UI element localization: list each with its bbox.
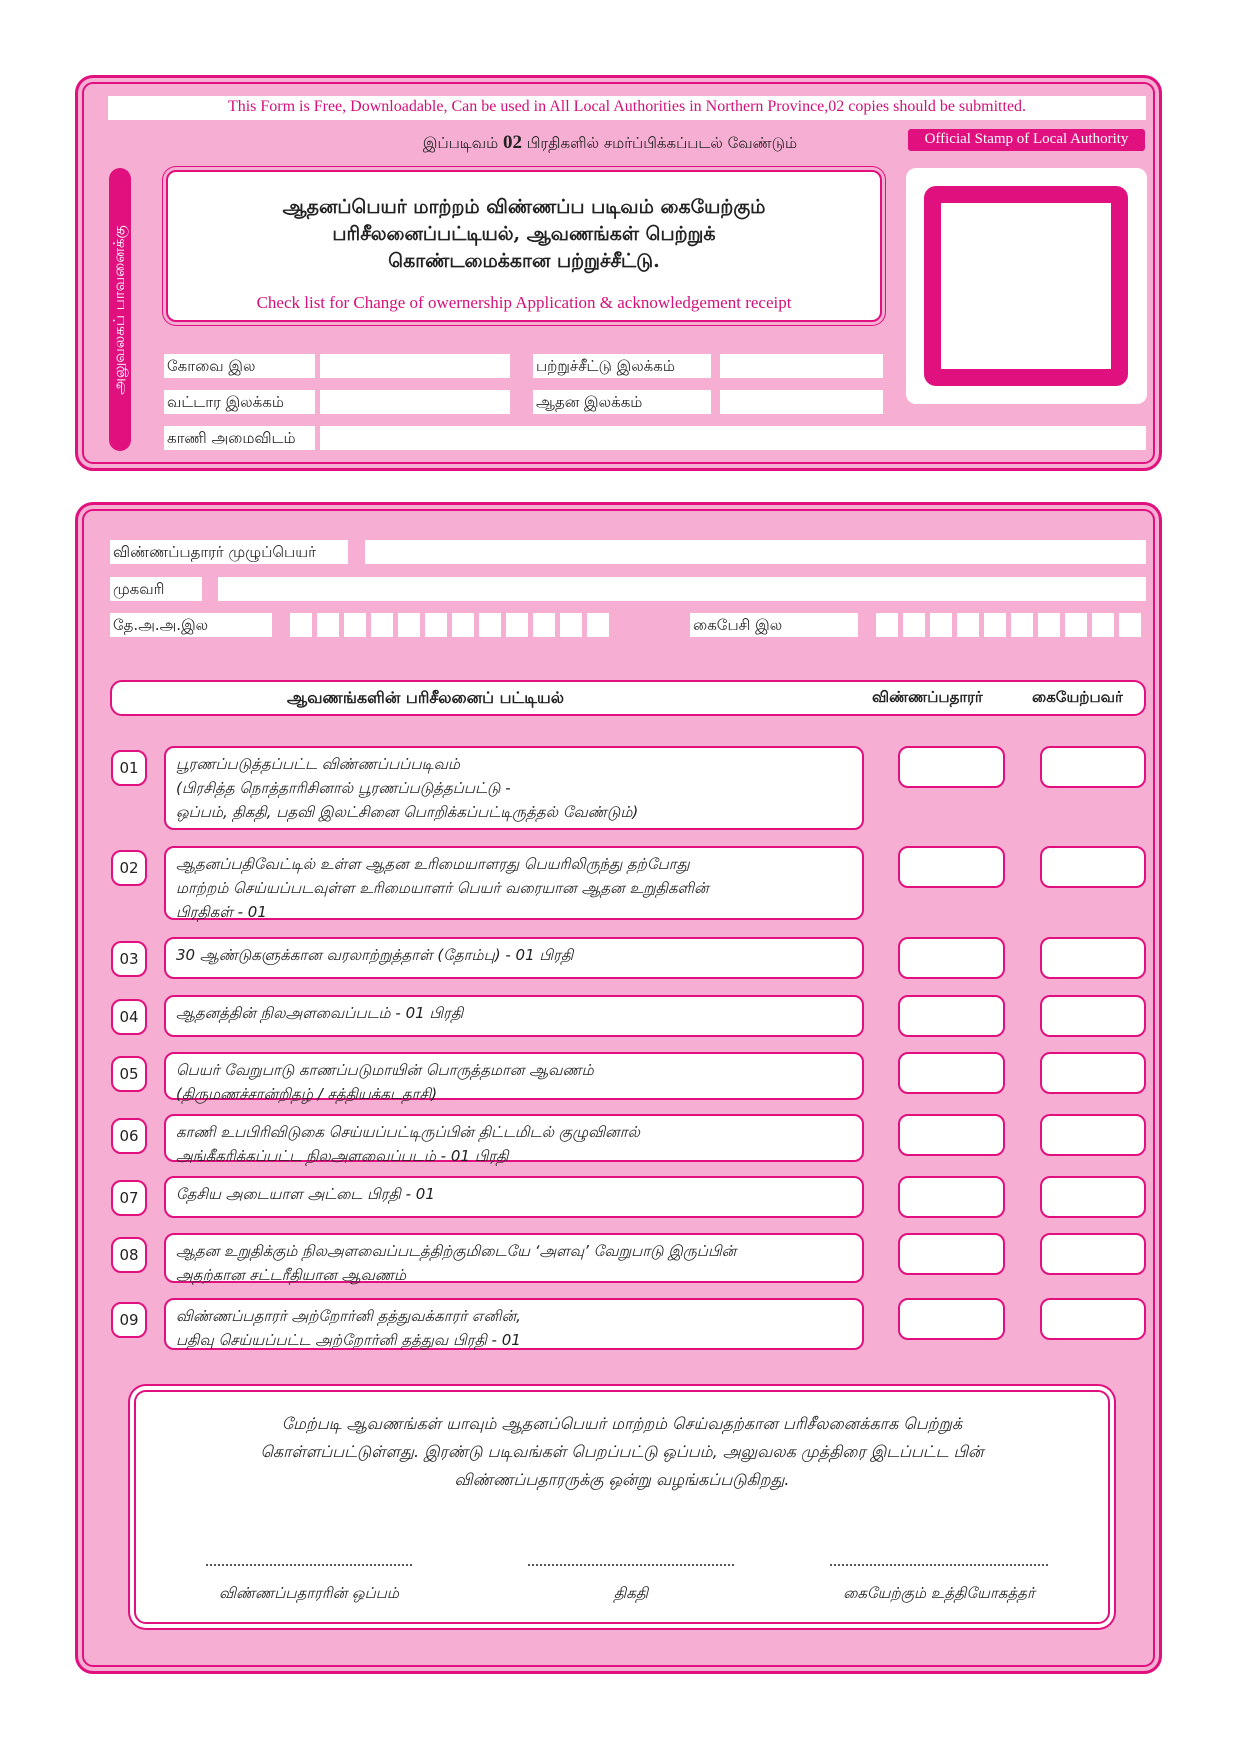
applicant-check-box[interactable]	[898, 995, 1005, 1037]
applicant-check-box[interactable]	[898, 937, 1005, 979]
nic-label: தே.அ.அ.இல	[110, 613, 272, 637]
digit-cell[interactable]	[1119, 613, 1141, 637]
receiver-check-box[interactable]	[1040, 995, 1146, 1037]
acknowledgement-text	[136, 1410, 1108, 1494]
title-tamil	[168, 194, 880, 275]
receiver-check-box[interactable]	[1040, 1114, 1146, 1156]
title-english: Check list for Change of owernership Application & acknowledgement receipt	[256, 293, 792, 312]
assessment-no-field[interactable]	[720, 390, 883, 414]
applicant-signature-line[interactable]	[206, 1564, 412, 1566]
checklist-heading: ஆவணங்களின் பரிசீலனைப் பட்டியல்	[287, 688, 564, 707]
applicant-check-box[interactable]	[898, 1114, 1005, 1156]
applicant-signature-label: விண்ணப்பதாரரின் ஒப்பம்	[219, 1584, 399, 1602]
item-number: 04	[111, 999, 147, 1035]
digit-cell[interactable]	[452, 613, 474, 637]
digit-cell[interactable]	[479, 613, 501, 637]
receipt-no-label: பற்றுச்சீட்டு இலக்கம்	[533, 354, 711, 378]
title-tamil-line-1: ஆதனப்பெயர் மாற்றம் விண்ணப்ப படிவம் கையேற்கும்	[282, 196, 766, 218]
copies-pre: இப்படிவம்	[422, 134, 499, 152]
applicant-check-box[interactable]	[898, 746, 1005, 788]
digit-cell[interactable]	[506, 613, 528, 637]
file-no-label: கோவை இல	[164, 354, 315, 378]
copies-instruction	[360, 132, 860, 158]
receiver-check-box[interactable]	[1040, 1176, 1146, 1218]
office-use-tab	[109, 168, 131, 451]
date-label: திகதி	[613, 1584, 649, 1602]
item-description: ஆதனத்தின் நிலஅளவைப்படம் - 01 பிரதி	[164, 995, 864, 1037]
receiver-check-box[interactable]	[1040, 1298, 1146, 1340]
applicant-check-box[interactable]	[898, 1176, 1005, 1218]
copies-number: 02	[502, 132, 522, 153]
digit-cell[interactable]	[587, 613, 609, 637]
receiver-check-box[interactable]	[1040, 1052, 1146, 1094]
digit-cell[interactable]	[371, 613, 393, 637]
applicant-check-box[interactable]	[898, 846, 1005, 888]
item-description: பெயர் வேறுபாடு காணப்படுமாயின் பொருத்தமான ஆவணம் (திருமணச்சான்றிதழ் / சத்தியக்கடதாசி)	[164, 1052, 864, 1100]
item-number: 08	[111, 1237, 147, 1273]
title-tamil-line-3: கொண்டமைக்கான பற்றுச்சீட்டு.	[388, 250, 660, 272]
land-location-label: காணி அமைவிடம்	[164, 426, 315, 450]
applicant-check-box[interactable]	[898, 1233, 1005, 1275]
digit-cell[interactable]	[1038, 613, 1060, 637]
digit-cell[interactable]	[425, 613, 447, 637]
address-field[interactable]	[218, 577, 1146, 601]
applicant-check-box[interactable]	[898, 1052, 1005, 1094]
receiver-check-box[interactable]	[1040, 937, 1146, 979]
ward-no-label: வட்டார இலக்கம்	[164, 390, 315, 414]
receiver-check-box[interactable]	[1040, 1233, 1146, 1275]
column-applicant: விண்ணப்பதாரர்	[872, 688, 983, 706]
full-name-label: விண்ணப்பதாரர் முழுப்பெயர்	[110, 540, 348, 564]
officer-signature-line[interactable]	[830, 1564, 1048, 1566]
receiver-check-box[interactable]	[1040, 746, 1146, 788]
item-number: 01	[111, 750, 147, 786]
stamp-label: Official Stamp of Local Authority	[908, 129, 1145, 151]
digit-cell[interactable]	[533, 613, 555, 637]
digit-cell[interactable]	[398, 613, 420, 637]
copies-post: பிரதிகளில் சமர்ப்பிக்கப்படல் வேண்டும்	[526, 134, 798, 152]
applicant-check-box[interactable]	[898, 1298, 1005, 1340]
digit-cell[interactable]	[984, 613, 1006, 637]
digit-cell[interactable]	[1092, 613, 1114, 637]
item-description: ஆதன உறுதிக்கும் நிலஅளவைப்படத்திற்குமிடையே ‘அளவு’ வேறுபாடு இருப்பின் அதற்கான சட்டரீதியான ஆவணம்	[164, 1233, 864, 1283]
notice-banner: This Form is Free, Downloadable, Can be used in All Local Authorities in Northern Province,02 copies should be submitted.	[108, 96, 1146, 120]
land-location-field[interactable]	[320, 426, 1146, 450]
acknowledgement-box	[134, 1390, 1110, 1624]
digit-cell[interactable]	[930, 613, 952, 637]
assessment-no-label: ஆதன இலக்கம்	[533, 390, 711, 414]
digit-cell[interactable]	[560, 613, 582, 637]
item-number: 02	[111, 850, 147, 886]
officer-signature-label: கையேற்கும் உத்தியோகத்தர்	[843, 1584, 1035, 1602]
column-receiver: கையேற்பவர்	[1032, 688, 1123, 706]
item-description: ஆதனப்பதிவேட்டில் உள்ள ஆதன உரிமையாளரது பெயரிலிருந்து தற்போது மாற்றம் செய்யப்படவுள்ள உரிமையாளர் பெயர் வரையான ஆதன உறுதிகளின் பிரதிகள் - 01	[164, 846, 864, 920]
title-tamil-line-2: பரிசீலனைப்பட்டியல், ஆவணங்கள் பெற்றுக்	[332, 223, 716, 245]
full-name-field[interactable]	[365, 540, 1146, 564]
item-number: 03	[111, 941, 147, 977]
date-line[interactable]	[528, 1564, 734, 1566]
digit-cell[interactable]	[344, 613, 366, 637]
checklist-header	[110, 680, 1146, 716]
digit-cell[interactable]	[876, 613, 898, 637]
digit-cell[interactable]	[1065, 613, 1087, 637]
ward-no-field[interactable]	[320, 390, 510, 414]
digit-cell[interactable]	[317, 613, 339, 637]
nic-digit-cells	[290, 613, 610, 637]
item-description: பூரணப்படுத்தப்பட்ட விண்ணப்பப்படிவம் (பிரசித்த நொத்தாரிசினால் பூரணப்படுத்தப்பட்டு - ஒப்பம், திகதி, பதவி இலட்சினை பொறிக்கப்பட்டிருத்தல் வேண்டும்)	[164, 746, 864, 830]
address-label: முகவரி	[110, 577, 202, 601]
item-description: விண்ணப்பதாரர் அற்றோர்னி தத்துவக்காரர் எனின், பதிவு செய்யப்பட்ட அற்றோர்னி தத்துவ பிரதி - 01	[164, 1298, 864, 1350]
digit-cell[interactable]	[290, 613, 312, 637]
mobile-label: கைபேசி இல	[690, 613, 858, 637]
stamp-area	[906, 168, 1147, 404]
stamp-frame	[924, 186, 1128, 386]
item-number: 07	[111, 1180, 147, 1216]
digit-cell[interactable]	[903, 613, 925, 637]
item-number: 09	[111, 1302, 147, 1338]
ack-line-2: கொள்ளப்பட்டுள்ளது. இரண்டு படிவங்கள் பெறப்பட்டு ஒப்பம், அலுவலக முத்திரை இடப்பட்ட பின்	[260, 1442, 984, 1461]
item-description: 30 ஆண்டுகளுக்கான வரலாற்றுத்தாள் (தோம்பு) - 01 பிரதி	[164, 937, 864, 979]
ack-line-3: விண்ணப்பதாரருக்கு ஒன்று வழங்கப்படுகிறது.	[454, 1470, 790, 1489]
receiver-check-box[interactable]	[1040, 846, 1146, 888]
item-description: காணி உபபிரிவிடுகை செய்யப்பட்டிருப்பின் திட்டமிடல் குழுவினால் அங்கீகரிக்கப்பட்ட நிலஅளவைப்படம் - 01 பிரதி	[164, 1114, 864, 1162]
office-use-label: அலுவலகப் பாவனைக்கு	[110, 224, 128, 395]
digit-cell[interactable]	[957, 613, 979, 637]
receipt-no-field[interactable]	[720, 354, 883, 378]
title-box	[166, 170, 882, 322]
item-description: தேசிய அடையாள அட்டை பிரதி - 01	[164, 1176, 864, 1218]
ack-line-1: மேற்படி ஆவணங்கள் யாவும் ஆதனப்பெயர் மாற்றம் செய்வதற்கான பரிசீலனைக்காக பெற்றுக்	[281, 1414, 963, 1433]
mobile-digit-cells	[876, 613, 1146, 637]
digit-cell[interactable]	[1011, 613, 1033, 637]
item-number: 05	[111, 1056, 147, 1092]
item-number: 06	[111, 1118, 147, 1154]
file-no-field[interactable]	[320, 354, 510, 378]
